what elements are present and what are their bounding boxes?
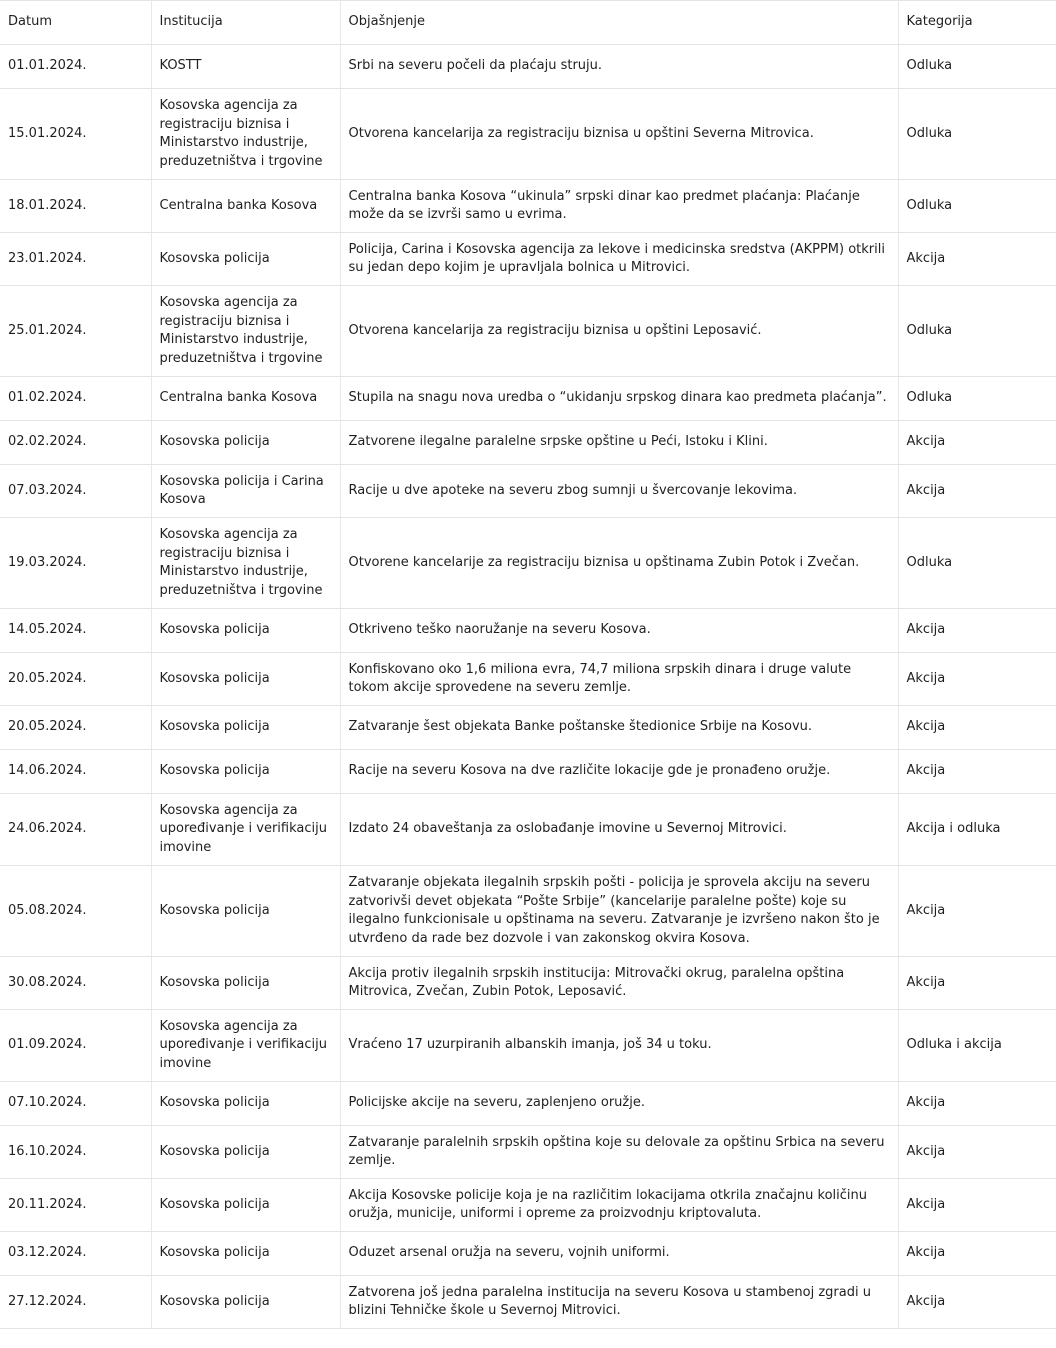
cell-category: Akcija bbox=[898, 233, 1056, 286]
cell-date: 20.05.2024. bbox=[0, 706, 151, 750]
cell-date: 05.08.2024. bbox=[0, 866, 151, 957]
cell-category: Akcija bbox=[898, 866, 1056, 957]
cell-explanation: Oduzet arsenal oružja na severu, vojnih uniformi. bbox=[340, 1232, 898, 1276]
cell-date: 27.12.2024. bbox=[0, 1276, 151, 1329]
cell-institution: Kosovska policija bbox=[151, 1276, 340, 1329]
cell-institution: Kosovska policija bbox=[151, 1082, 340, 1126]
cell-date: 24.06.2024. bbox=[0, 794, 151, 866]
cell-institution: Kosovska agencija za registraciju biznisa i Ministarstvo industrije, preduzetništva i trgovine bbox=[151, 518, 340, 609]
cell-date: 30.08.2024. bbox=[0, 957, 151, 1010]
cell-category: Akcija i odluka bbox=[898, 794, 1056, 866]
cell-explanation: Stupila na snagu nova uredba o “ukidanju srpskog dinara kao predmeta plaćanja”. bbox=[340, 377, 898, 421]
cell-explanation: Srbi na severu počeli da plaćaju struju. bbox=[340, 45, 898, 89]
cell-explanation: Zatvaranje paralelnih srpskih opština koje su delovale za opštinu Srbica na severu zemlje. bbox=[340, 1126, 898, 1179]
cell-explanation: Otvorena kancelarija za registraciju biznisa u opštini Severna Mitrovica. bbox=[340, 89, 898, 180]
cell-explanation: Policijske akcije na severu, zaplenjeno oružje. bbox=[340, 1082, 898, 1126]
cell-explanation: Racije na severu Kosova na dve različite lokacije gde je pronađeno oružje. bbox=[340, 750, 898, 794]
cell-explanation: Policija, Carina i Kosovska agencija za lekove i medicinska sredstva (AKPPM) otkrili su jedan depo kojim je upravljala bolnica u Mitrovici. bbox=[340, 233, 898, 286]
cell-category: Akcija bbox=[898, 706, 1056, 750]
cell-category: Akcija bbox=[898, 1126, 1056, 1179]
cell-category: Odluka i akcija bbox=[898, 1010, 1056, 1082]
cell-institution: Kosovska agencija za upoređivanje i verifikaciju imovine bbox=[151, 794, 340, 866]
table-row bbox=[0, 518, 1056, 609]
cell-category: Akcija bbox=[898, 1276, 1056, 1329]
cell-category: Akcija bbox=[898, 653, 1056, 706]
cell-category: Akcija bbox=[898, 465, 1056, 518]
table-row bbox=[0, 609, 1056, 653]
cell-date: 14.06.2024. bbox=[0, 750, 151, 794]
cell-institution: Kosovska policija bbox=[151, 653, 340, 706]
cell-institution: Kosovska agencija za upoređivanje i verifikaciju imovine bbox=[151, 1010, 340, 1082]
cell-explanation: Vraćeno 17 uzurpiranih albanskih imanja, još 34 u toku. bbox=[340, 1010, 898, 1082]
cell-institution: Kosovska agencija za registraciju biznisa i Ministarstvo industrije, preduzetništva i trgovine bbox=[151, 286, 340, 377]
cell-explanation: Akcija protiv ilegalnih srpskih institucija: Mitrovački okrug, paralelna opština Mitrovica, Zvečan, Zubin Potok, Leposavić. bbox=[340, 957, 898, 1010]
cell-date: 15.01.2024. bbox=[0, 89, 151, 180]
cell-explanation: Otvorena kancelarija za registraciju biznisa u opštini Leposavić. bbox=[340, 286, 898, 377]
cell-category: Akcija bbox=[898, 609, 1056, 653]
cell-date: 01.09.2024. bbox=[0, 1010, 151, 1082]
table-row bbox=[0, 45, 1056, 89]
cell-explanation: Zatvaranje šest objekata Banke poštanske štedionice Srbije na Kosovu. bbox=[340, 706, 898, 750]
cell-category: Odluka bbox=[898, 377, 1056, 421]
table-row bbox=[0, 1179, 1056, 1232]
table-row bbox=[0, 750, 1056, 794]
cell-category: Akcija bbox=[898, 1082, 1056, 1126]
cell-explanation: Akcija Kosovske policije koja je na različitim lokacijama otkrila značajnu količinu oružja, municije, uniformi i opreme za proizvodnju kriptovaluta. bbox=[340, 1179, 898, 1232]
cell-date: 01.02.2024. bbox=[0, 377, 151, 421]
cell-category: Akcija bbox=[898, 1179, 1056, 1232]
cell-category: Akcija bbox=[898, 421, 1056, 465]
cell-date: 01.01.2024. bbox=[0, 45, 151, 89]
cell-institution: Kosovska policija bbox=[151, 421, 340, 465]
table-row bbox=[0, 377, 1056, 421]
table-row bbox=[0, 866, 1056, 957]
cell-date: 20.05.2024. bbox=[0, 653, 151, 706]
cell-explanation: Otvorene kancelarije za registraciju biznisa u opštinama Zubin Potok i Zvečan. bbox=[340, 518, 898, 609]
cell-institution: Kosovska policija bbox=[151, 1179, 340, 1232]
cell-date: 23.01.2024. bbox=[0, 233, 151, 286]
header-explanation: Objašnjenje bbox=[340, 1, 898, 45]
table-row bbox=[0, 233, 1056, 286]
cell-institution: Kosovska policija i Carina Kosova bbox=[151, 465, 340, 518]
table-body bbox=[0, 45, 1056, 1329]
table-row bbox=[0, 1010, 1056, 1082]
table-row bbox=[0, 1276, 1056, 1329]
cell-date: 14.05.2024. bbox=[0, 609, 151, 653]
cell-explanation: Centralna banka Kosova “ukinula” srpski dinar kao predmet plaćanja: Plaćanje može da se izvrši samo u evrima. bbox=[340, 180, 898, 233]
cell-category: Odluka bbox=[898, 286, 1056, 377]
cell-explanation: Izdato 24 obaveštanja za oslobađanje imovine u Severnoj Mitrovici. bbox=[340, 794, 898, 866]
cell-date: 20.11.2024. bbox=[0, 1179, 151, 1232]
table-row bbox=[0, 706, 1056, 750]
cell-institution: KOSTT bbox=[151, 45, 340, 89]
table-row bbox=[0, 957, 1056, 1010]
cell-date: 03.12.2024. bbox=[0, 1232, 151, 1276]
cell-category: Odluka bbox=[898, 89, 1056, 180]
cell-institution: Kosovska policija bbox=[151, 866, 340, 957]
table-row bbox=[0, 1126, 1056, 1179]
table-row bbox=[0, 465, 1056, 518]
cell-date: 07.10.2024. bbox=[0, 1082, 151, 1126]
cell-category: Akcija bbox=[898, 957, 1056, 1010]
cell-institution: Centralna banka Kosova bbox=[151, 180, 340, 233]
cell-category: Odluka bbox=[898, 45, 1056, 89]
cell-institution: Kosovska policija bbox=[151, 750, 340, 794]
cell-date: 18.01.2024. bbox=[0, 180, 151, 233]
table-row bbox=[0, 1082, 1056, 1126]
cell-date: 16.10.2024. bbox=[0, 1126, 151, 1179]
cell-institution: Kosovska policija bbox=[151, 957, 340, 1010]
cell-category: Odluka bbox=[898, 518, 1056, 609]
cell-institution: Kosovska policija bbox=[151, 1232, 340, 1276]
cell-explanation: Zatvorene ilegalne paralelne srpske opštine u Peći, Istoku i Klini. bbox=[340, 421, 898, 465]
table-row bbox=[0, 286, 1056, 377]
cell-category: Akcija bbox=[898, 750, 1056, 794]
cell-date: 25.01.2024. bbox=[0, 286, 151, 377]
cell-date: 19.03.2024. bbox=[0, 518, 151, 609]
table-row bbox=[0, 653, 1056, 706]
header-row bbox=[0, 1, 1056, 45]
header-date: Datum bbox=[0, 1, 151, 45]
cell-explanation: Otkriveno teško naoružanje na severu Kosova. bbox=[340, 609, 898, 653]
table-row bbox=[0, 89, 1056, 180]
header-category: Kategorija bbox=[898, 1, 1056, 45]
table-header bbox=[0, 1, 1056, 45]
cell-institution: Kosovska agencija za registraciju biznisa i Ministarstvo industrije, preduzetništva i trgovine bbox=[151, 89, 340, 180]
table-row bbox=[0, 421, 1056, 465]
header-institution: Institucija bbox=[151, 1, 340, 45]
table-row bbox=[0, 180, 1056, 233]
cell-explanation: Zatvaranje objekata ilegalnih srpskih pošti - policija je sprovela akciju na severu zatvorivši devet objekata “Pošte Srbije” (kancelarije paralelne pošte) koje su ilegalno funkcionisale u opštinama na severu. Zatvaranje je izvršeno nakon što je utvrđeno da rade bez dozvole i van zakonskog okvira Kosova. bbox=[340, 866, 898, 957]
cell-date: 02.02.2024. bbox=[0, 421, 151, 465]
table-row bbox=[0, 1232, 1056, 1276]
cell-category: Akcija bbox=[898, 1232, 1056, 1276]
cell-explanation: Racije u dve apoteke na severu zbog sumnji u švercovanje lekovima. bbox=[340, 465, 898, 518]
cell-category: Odluka bbox=[898, 180, 1056, 233]
cell-institution: Kosovska policija bbox=[151, 1126, 340, 1179]
cell-date: 07.03.2024. bbox=[0, 465, 151, 518]
table-row bbox=[0, 794, 1056, 866]
cell-institution: Kosovska policija bbox=[151, 233, 340, 286]
cell-institution: Centralna banka Kosova bbox=[151, 377, 340, 421]
cell-explanation: Zatvorena još jedna paralelna institucija na severu Kosova u stambenoj zgradi u blizini Tehničke škole u Severnoj Mitrovici. bbox=[340, 1276, 898, 1329]
cell-institution: Kosovska policija bbox=[151, 706, 340, 750]
cell-institution: Kosovska policija bbox=[151, 609, 340, 653]
cell-explanation: Konfiskovano oko 1,6 miliona evra, 74,7 miliona srpskih dinara i druge valute tokom akcije sprovedene na severu zemlje. bbox=[340, 653, 898, 706]
